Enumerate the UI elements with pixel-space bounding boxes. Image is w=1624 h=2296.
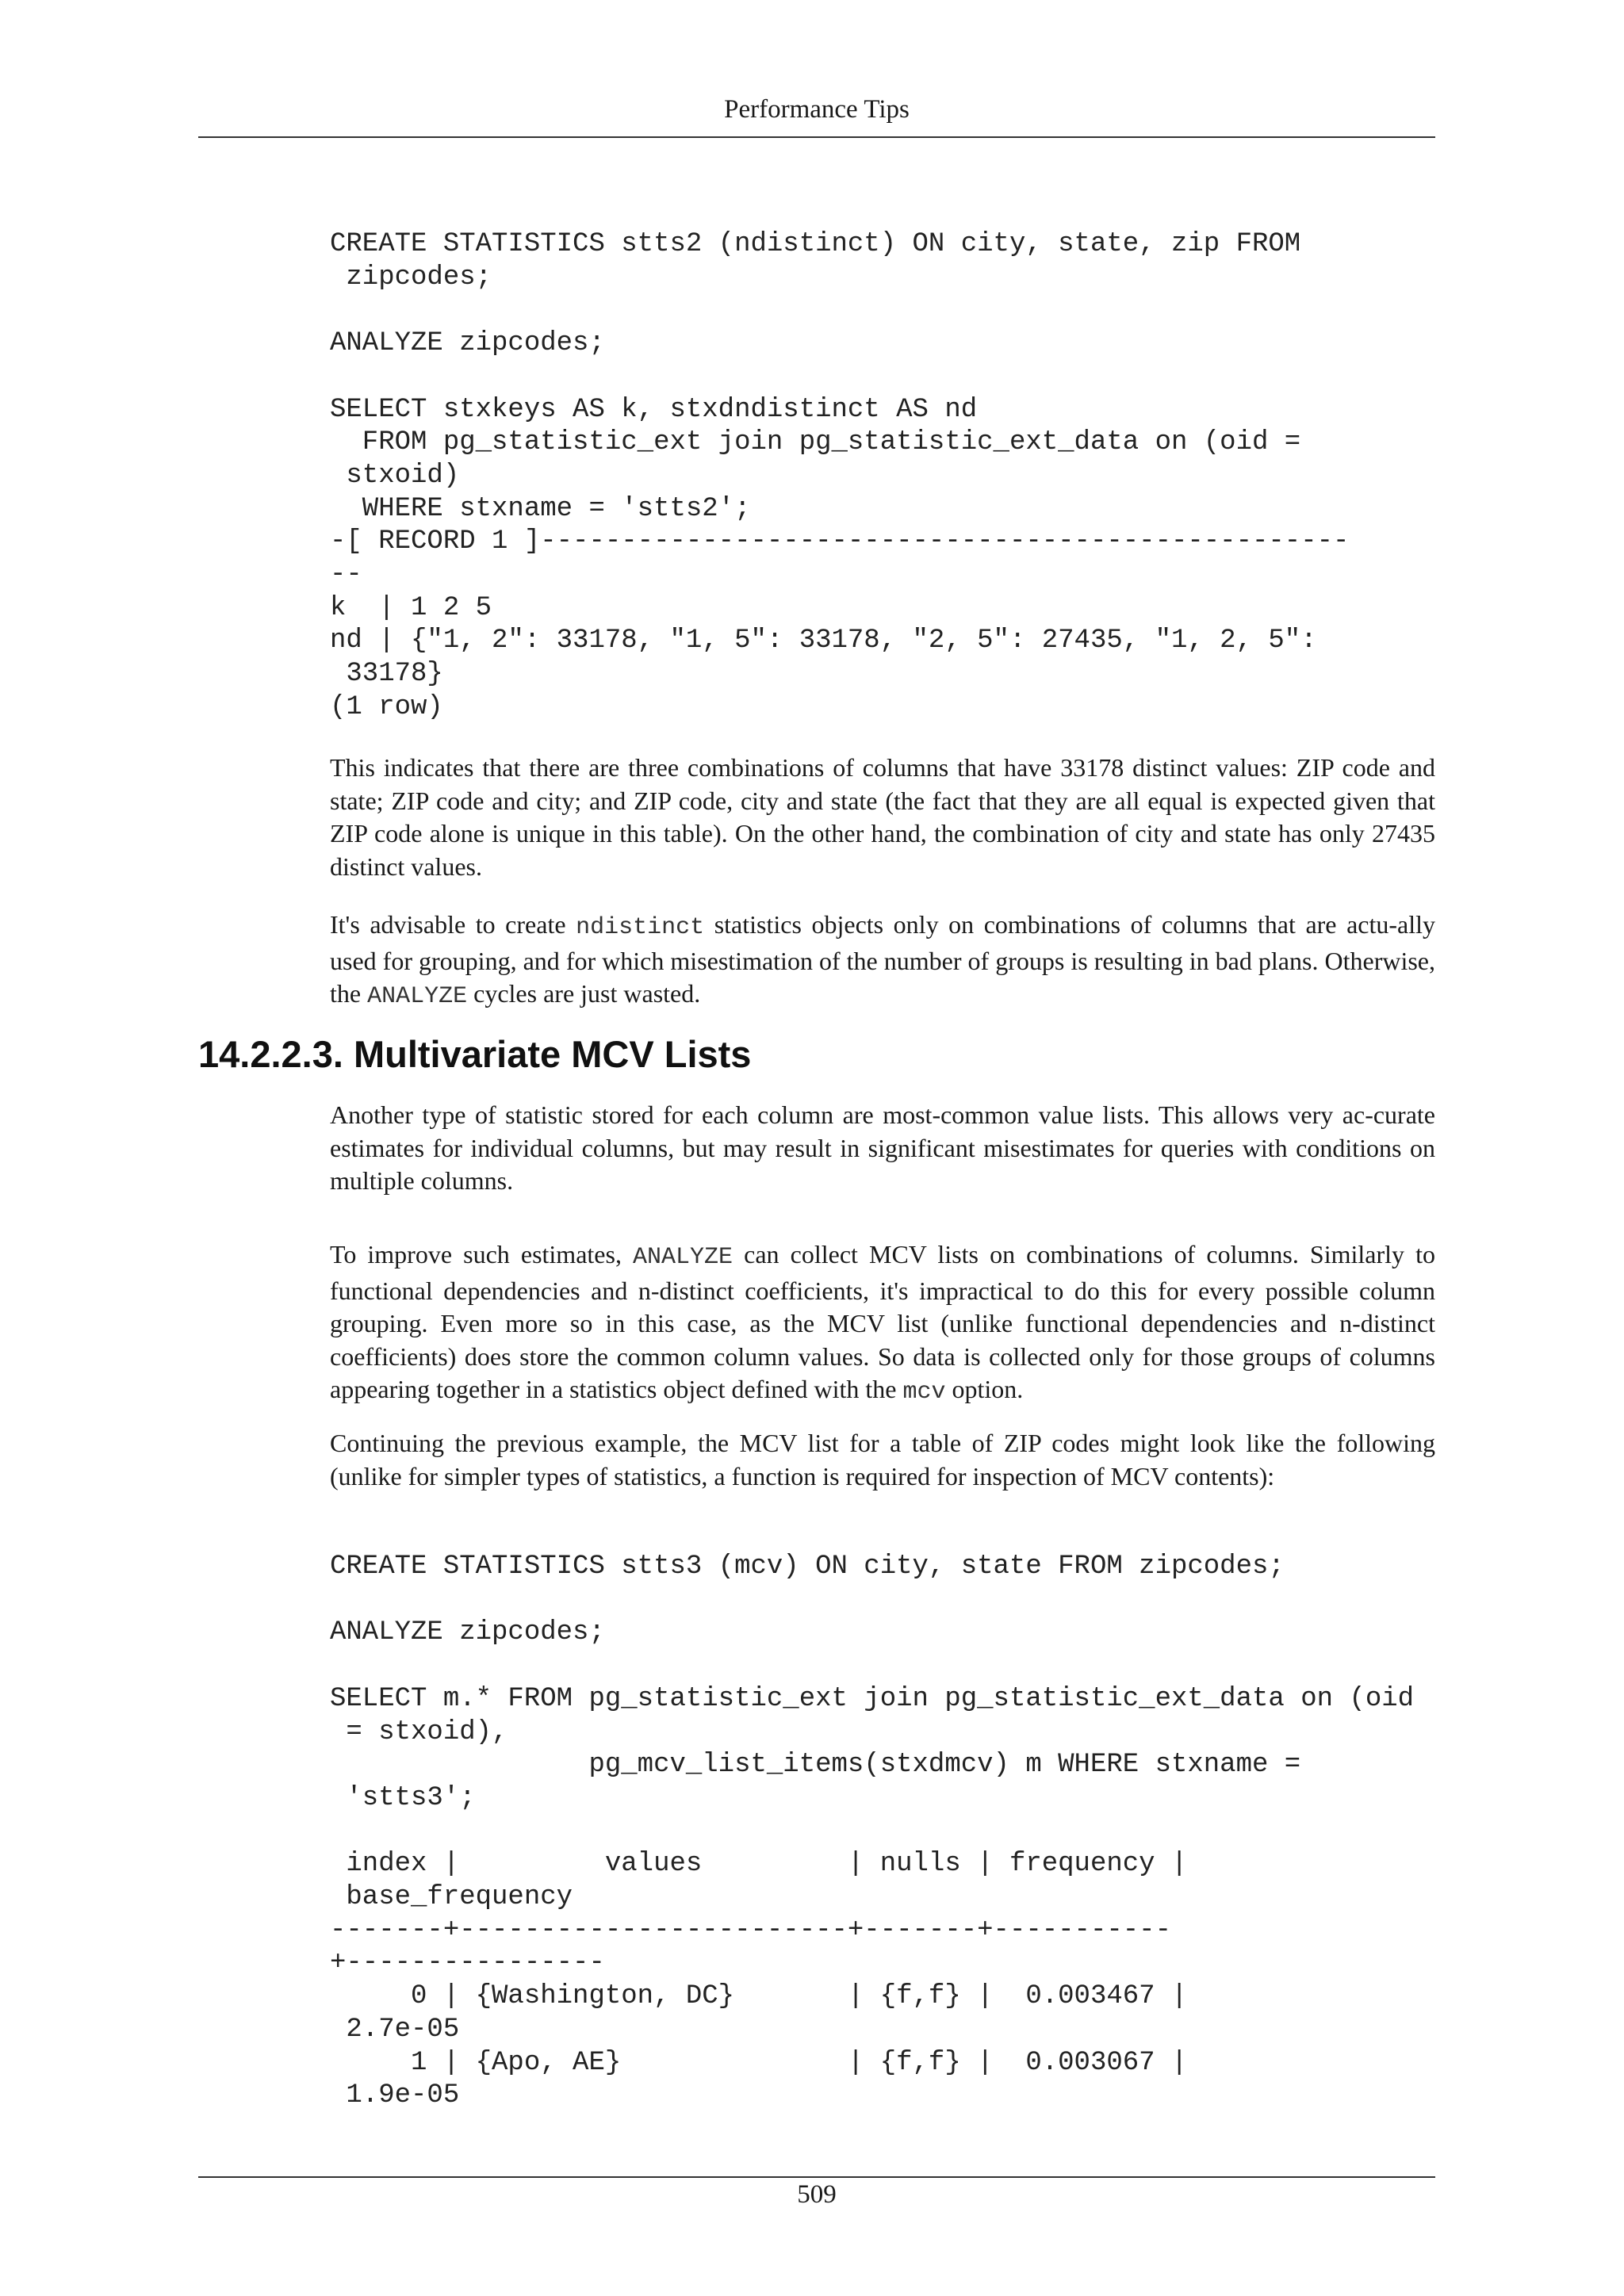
text-segment: cycles are just wasted. — [467, 979, 701, 1008]
text-segment: It's advisable to create — [330, 910, 576, 939]
text-segment: can collect MCV lists on combinations of columns. Similarly to functional dependencies and n-distinct coefficients, it's impractical to do this for every possible column grouping. Even more so in this case, as the MCV list (unlike functional dependencies and n-distinct coefficients) does store the common column values. So data is collected only for those groups of columns appearing together in a statistics object defined with the — [330, 1240, 1436, 1403]
text-segment: statistics objects only on combinations of columns that are actu-ally used for grouping, and for which misestimation of the number of groups is resulting in bad plans. Otherwise, the — [330, 910, 1436, 1008]
paragraph-mcv-intro: Another type of statistic stored for each column are most-common value lists. This allows very ac-curate estimates for individual columns, but may result in significant misestimates for queries with conditions on multiple columns. — [330, 1100, 1435, 1195]
inline-code-mcv: mcv — [902, 1379, 946, 1406]
code-block-ndistinct-example: CREATE STATISTICS stts2 (ndistinct) ON city, state, zip FROM zipcodes; ANALYZE zipcodes; SELECT stxkeys AS k, stxdndistinct AS nd FROM pg_statistic_ext join pg_statistic_ext_data on (oid = stxoid) WHERE stxname = 'stts2'; -[ RECORD 1 ]-------------------------------------------------- -- k | 1 2 5 nd | {"1, 2": 33178, "1, 5": 33178, "2, 5": 27435, "1, 2, 5": 33178} (1 row) — [330, 229, 1350, 722]
text-segment: To improve such estimates, — [330, 1240, 634, 1269]
inline-code-ndistinct: ndistinct — [576, 914, 705, 941]
paragraph-continuing-example: Continuing the previous example, the MCV list for a table of ZIP codes might look like the following (unlike for simpler types of statistics, a function is required for inspection of MCV contents): — [330, 1429, 1435, 1490]
inline-code-analyze: ANALYZE — [633, 1244, 733, 1271]
inline-code-analyze: ANALYZE — [367, 983, 468, 1010]
paragraph-ndistinct-advice — [330, 909, 1435, 1014]
section-heading: 14.2.2.3. Multivariate MCV Lists — [198, 1033, 752, 1075]
page-number: 509 — [797, 2180, 837, 2209]
text-segment: option. — [945, 1375, 1024, 1403]
footer-rule — [198, 2176, 1435, 2178]
paragraph-three-combinations: This indicates that there are three combinations of columns that have 33178 distinct values: ZIP code and state; ZIP code and city; and ZIP code, city and state (the fact that they are all equal is expected given that ZIP code alone is unique in this table). On the other hand, the combination of city and state has only 27435 distinct values. — [330, 753, 1435, 881]
paragraph-improve-estimates — [330, 1238, 1435, 1410]
code-block-mcv-example: CREATE STATISTICS stts3 (mcv) ON city, state FROM zipcodes; ANALYZE zipcodes; SELECT m.* FROM pg_statistic_ext join pg_statistic_ext_data on (oid = stxoid), pg_mcv_list_items(stxdmcv) m WHERE stxname = 'stts3'; index | values | nulls | frequency | base_frequency -------+------------------------+-------+----------- +---------------- 0 | {Washington, DC} | {f,f} | 0.003467 | 2.7e-05 1 | {Apo, AE} | {f,f} | 0.003067 | 1.9e-05 — [330, 1552, 1415, 2111]
running-header: Performance Tips — [724, 95, 910, 124]
header-rule — [198, 136, 1435, 138]
